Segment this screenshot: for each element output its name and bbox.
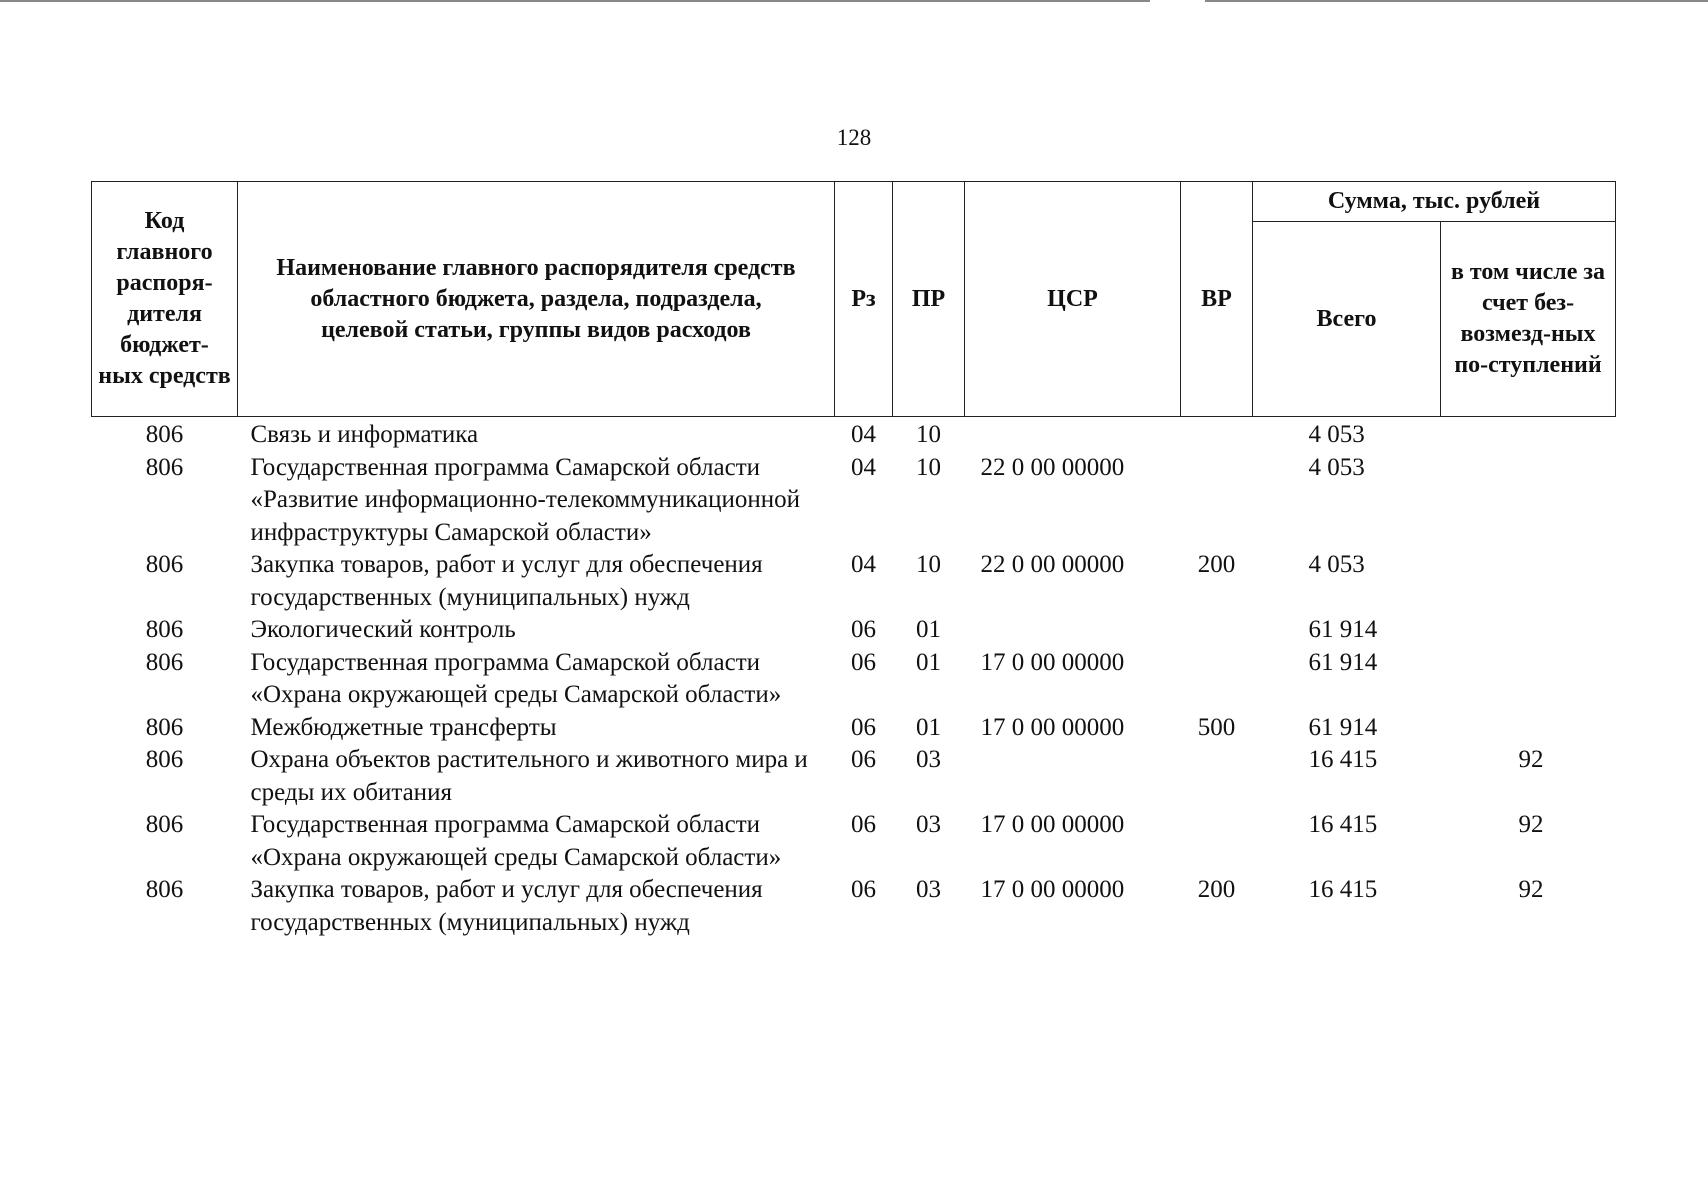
table-row bbox=[92, 874, 1616, 939]
cell-name: Закупка товаров, работ и услуг для обеспечения государственных (муниципальных) нужд bbox=[250, 876, 763, 936]
cell-grants: 92 bbox=[1518, 811, 1544, 838]
cell-code: 806 bbox=[145, 746, 184, 773]
header-rz: Рз bbox=[835, 182, 893, 417]
cell-total: 16 415 bbox=[1308, 876, 1378, 903]
cell-name: Межбюджетные трансферты bbox=[250, 713, 557, 741]
cell-csr bbox=[965, 614, 1181, 647]
table-row bbox=[92, 417, 1616, 452]
cell-pr: 01 bbox=[916, 713, 941, 741]
cell-pr: 10 bbox=[916, 453, 941, 481]
cell-csr bbox=[965, 417, 1181, 452]
cell-grants bbox=[1441, 452, 1616, 550]
cell-pr: 03 bbox=[916, 811, 941, 838]
cell-csr: 17 0 00 00000 bbox=[980, 811, 1125, 838]
cell-csr: 17 0 00 00000 bbox=[980, 876, 1125, 903]
cell-vr bbox=[1181, 809, 1253, 874]
cell-rz: 06 bbox=[851, 746, 876, 773]
header-vr: ВР bbox=[1181, 182, 1253, 417]
table-row bbox=[92, 614, 1616, 647]
header-name: Наименование главного распорядителя средств областного бюджета, раздела, подраздела, целевой статьи, группы видов расходов bbox=[238, 182, 835, 417]
cell-rz: 04 bbox=[851, 453, 876, 481]
cell-rz: 04 bbox=[851, 421, 876, 448]
cell-vr: 500 bbox=[1197, 713, 1236, 741]
cell-total: 4 053 bbox=[1308, 551, 1365, 578]
page-number: 128 bbox=[836, 125, 872, 150]
cell-pr: 10 bbox=[916, 421, 941, 448]
cell-rz: 06 bbox=[851, 616, 876, 643]
header-code: Код главного распоря-дителя бюджет-ных средств bbox=[92, 182, 238, 417]
cell-csr: 17 0 00 00000 bbox=[980, 648, 1125, 676]
cell-total: 4 053 bbox=[1308, 421, 1365, 448]
table-row bbox=[92, 809, 1616, 874]
cell-code: 806 bbox=[145, 421, 184, 448]
table-body bbox=[92, 417, 1616, 940]
cell-pr: 10 bbox=[916, 551, 941, 578]
cell-code: 806 bbox=[145, 453, 184, 481]
cell-vr bbox=[1181, 647, 1253, 712]
cell-code: 806 bbox=[145, 648, 184, 676]
cell-code: 806 bbox=[145, 713, 184, 741]
cell-name: Государственная программа Самарской области «Охрана окружающей среды Самарской области» bbox=[250, 811, 782, 871]
cell-name: Государственная программа Самарской области «Развитие информационно-телекоммуникационной инфраструктуры Самарской области» bbox=[250, 453, 801, 546]
cell-vr bbox=[1181, 452, 1253, 550]
cell-vr bbox=[1181, 744, 1253, 809]
cell-vr: 200 bbox=[1197, 551, 1236, 578]
cell-grants bbox=[1441, 549, 1616, 614]
cell-grants bbox=[1441, 614, 1616, 647]
cell-rz: 06 bbox=[851, 811, 876, 838]
cell-grants: 92 bbox=[1518, 746, 1544, 773]
cell-code: 806 bbox=[145, 876, 184, 903]
cell-csr: 22 0 00 00000 bbox=[980, 551, 1125, 578]
cell-code: 806 bbox=[145, 551, 184, 578]
cell-pr: 03 bbox=[916, 876, 941, 903]
cell-code: 806 bbox=[145, 811, 184, 838]
cell-code: 806 bbox=[145, 616, 184, 643]
cell-pr: 01 bbox=[916, 648, 941, 676]
budget-table bbox=[91, 181, 1616, 939]
cell-rz: 06 bbox=[851, 876, 876, 903]
scan-edge-line bbox=[0, 0, 1150, 2]
header-csr: ЦСР bbox=[965, 182, 1181, 417]
header-sum: Сумма, тыс. рублей bbox=[1253, 182, 1616, 222]
cell-csr bbox=[965, 744, 1181, 809]
cell-name: Связь и информатика bbox=[250, 421, 479, 448]
cell-rz: 04 bbox=[851, 551, 876, 578]
cell-total: 16 415 bbox=[1308, 746, 1378, 773]
table-header bbox=[92, 182, 1616, 417]
cell-name: Государственная программа Самарской области «Охрана окружающей среды Самарской области» bbox=[250, 648, 782, 708]
cell-rz: 06 bbox=[851, 713, 876, 741]
cell-vr bbox=[1181, 614, 1253, 647]
table-row bbox=[92, 712, 1616, 745]
scan-edge-line bbox=[1205, 0, 1708, 2]
cell-grants: 92 bbox=[1518, 876, 1544, 903]
table-row bbox=[92, 452, 1616, 550]
cell-pr: 01 bbox=[916, 616, 941, 643]
header-total: Всего bbox=[1253, 222, 1441, 417]
table-row bbox=[92, 549, 1616, 614]
cell-grants bbox=[1441, 647, 1616, 712]
cell-vr: 200 bbox=[1197, 876, 1236, 903]
cell-name: Закупка товаров, работ и услуг для обеспечения государственных (муниципальных) нужд bbox=[250, 551, 763, 611]
header-grants: в том числе за счет без-возмезд-ных по-ступлений bbox=[1441, 222, 1616, 417]
cell-total: 61 914 bbox=[1308, 713, 1378, 741]
cell-grants bbox=[1441, 417, 1616, 452]
header-pr: ПР bbox=[893, 182, 965, 417]
cell-vr bbox=[1181, 417, 1253, 452]
cell-total: 61 914 bbox=[1308, 648, 1378, 676]
cell-total: 4 053 bbox=[1308, 453, 1365, 481]
cell-pr: 03 bbox=[916, 746, 941, 773]
cell-name: Охрана объектов растительного и животного мира и среды их обитания bbox=[250, 746, 808, 806]
cell-rz: 06 bbox=[851, 648, 876, 676]
cell-total: 16 415 bbox=[1308, 811, 1378, 838]
cell-grants bbox=[1441, 712, 1616, 745]
cell-name: Экологический контроль bbox=[250, 616, 516, 643]
cell-total: 61 914 bbox=[1308, 616, 1378, 643]
cell-csr: 22 0 00 00000 bbox=[980, 453, 1125, 481]
table-row bbox=[92, 647, 1616, 712]
table-row bbox=[92, 744, 1616, 809]
cell-csr: 17 0 00 00000 bbox=[980, 713, 1125, 741]
